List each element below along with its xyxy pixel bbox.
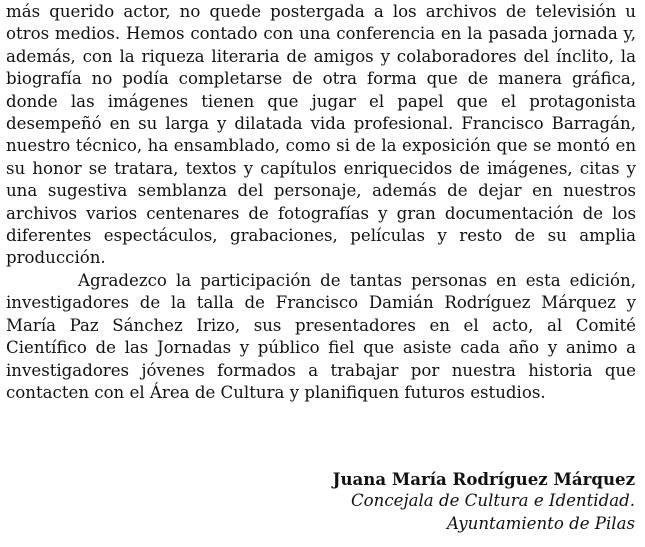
signature-name: Juana María Rodríguez Márquez (332, 469, 635, 489)
signature-title: Concejala de Cultura e Identidad. (350, 491, 635, 511)
body-paragraph-2: Agradezco la participación de tantas personas en esta edición, investigadores de la talla de Francisco Damián Rodríguez Márquez y María Paz Sánchez Irizo, sus presentadores en el acto, al Comité Científico de las Jornadas y público fiel que asiste cada año y animo a investigadores jóvenes formados a trabajar por nuestra historia que contacten con el Área de Cultura y planifiquen futuros estudios. (6, 270, 636, 402)
document-page (6, 0, 636, 404)
signature-block (333, 468, 635, 535)
body-paragraph-1: más querido actor, no quede postergada a los archivos de televisión u otros medios. Hemos contado con una conferencia en la pasada jornada y, además, con la riqueza literaria de amigos y colaboradores del ínclito, la biografía no podía completarse de otra forma que de manera gráfica, donde las imágenes tienen que jugar el papel que el protagonista desempeñó en su larga y dilatada vida profesional. Francisco Barragán, nuestro técnico, ha ensamblado, como si de la exposición que se montó en su honor se tratara, textos y capítulos enriquecidos de imágenes, citas y una sugestiva semblanza del personaje, además de dejar en nuestros archivos varios centenares de fotografías y gran documentación de los diferentes espectáculos, grabaciones, películas y resto de su amplia producción. (6, 2, 636, 268)
signature-organization: Ayuntamiento de Pilas (446, 513, 635, 533)
